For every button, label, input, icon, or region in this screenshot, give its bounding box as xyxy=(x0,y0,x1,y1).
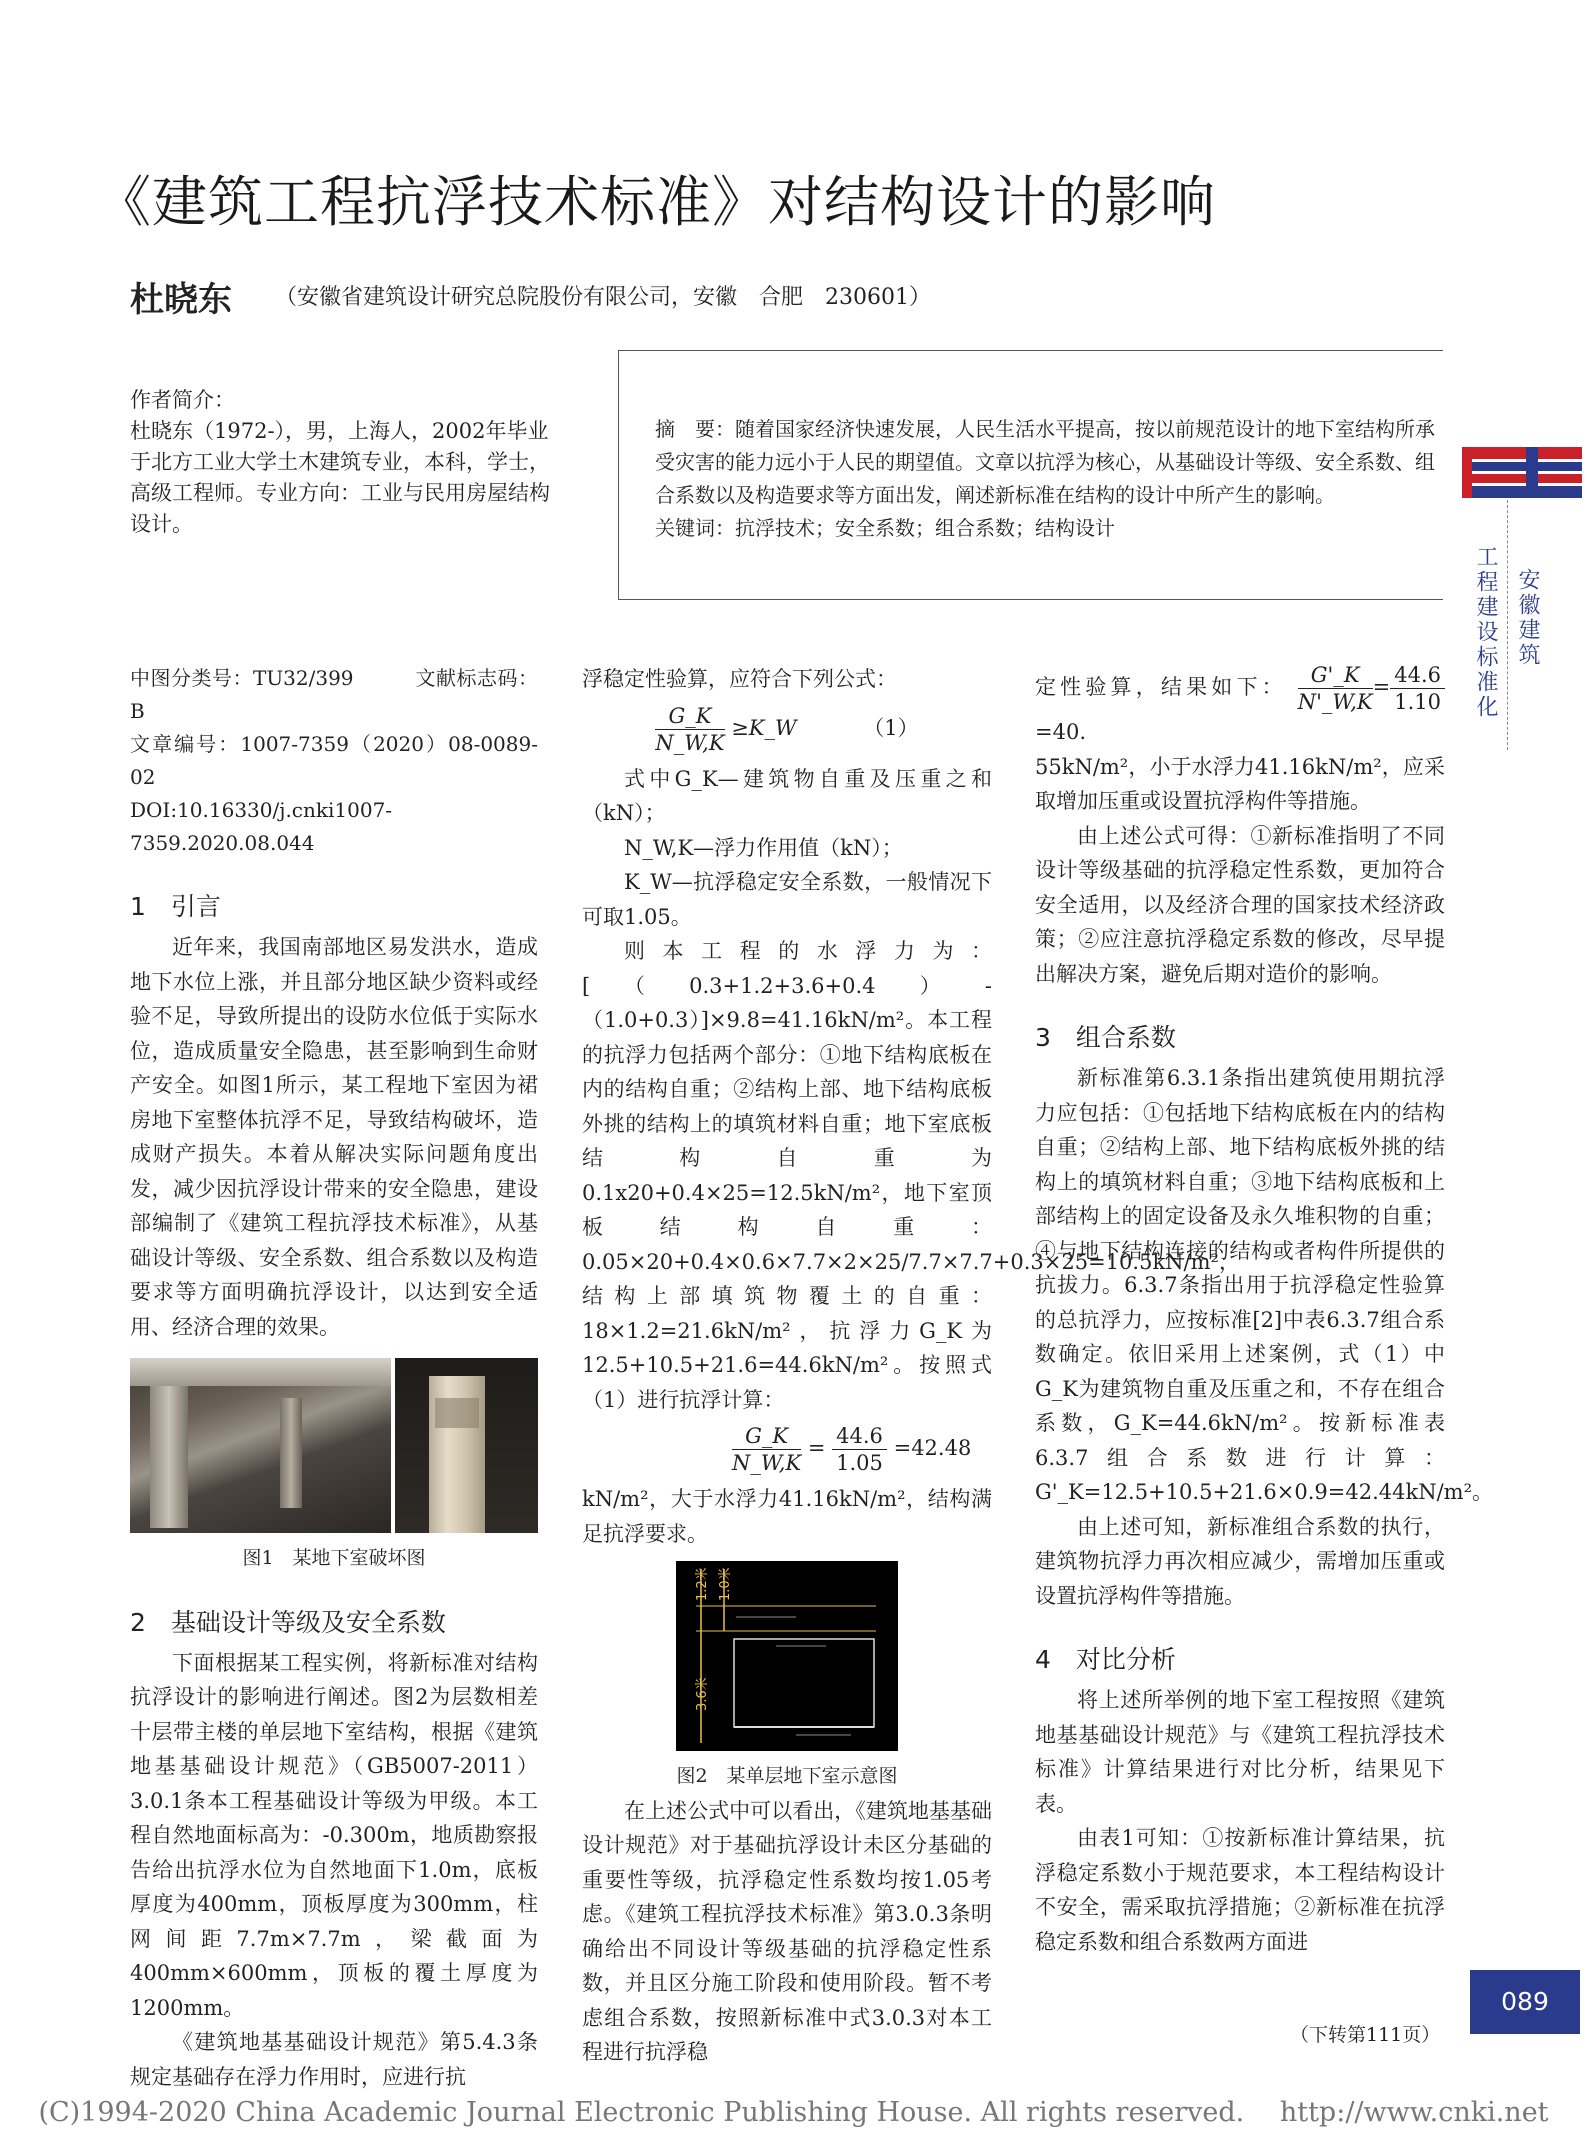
deco-block-red xyxy=(1462,447,1472,498)
side-label-line2: 安徽建筑 xyxy=(1515,568,1540,668)
section-heading-4: 4 对比分析 xyxy=(1035,1645,1176,1674)
fraction-denominator: N_W,K xyxy=(732,1451,802,1475)
formula-number: （1） xyxy=(863,715,919,740)
keywords-label: 关键词： xyxy=(655,516,735,540)
definition: 式中G_K—建筑物自重及压重之和（kN）； xyxy=(582,766,992,825)
figure-2-caption: 图2 某单层地下室示意图 xyxy=(676,1765,898,1787)
fraction-denominator: 1.10 xyxy=(1394,690,1441,714)
definition: N_W,K—浮力作用值（kN）； xyxy=(624,835,903,860)
fraction-numerator: G'_K xyxy=(1298,662,1373,689)
side-label-line1: 工程建设标准化 xyxy=(1473,545,1498,720)
page-number: 089 xyxy=(1470,1970,1580,2034)
basement-section-svg xyxy=(676,1561,898,1751)
dim-label-3: 3.6米 xyxy=(695,1677,710,1711)
dim-label-2: 1.0米 xyxy=(718,1567,733,1601)
author-affiliation: （安徽省建筑设计研究总院股份有限公司，安徽 合肥 230601） xyxy=(275,285,931,310)
dim-label-1: 1.2米 xyxy=(695,1567,710,1601)
paragraph: 下面根据某工程实例，将新标准对结构抗浮设计的影响进行阐述。图2为层数相差十层带主楼的单层地下室结构，根据《建筑地基基础设计规范》（GB5007-2011）3.0.1条本工程基础设计等级为甲级。本工程自然地面标高为：-0.300m，地质勘察报告给出抗浮水位为自然地面下1.0m，底板厚度为400mm，顶板厚度为300mm，柱网间距7.7m×7.7m，梁截面为400mm×600mm，顶板的覆土厚度为1200mm。 xyxy=(130,1650,538,2020)
fraction xyxy=(832,1423,887,1476)
column-1 xyxy=(130,662,538,2094)
continued-note: （下转第111页） xyxy=(1290,2024,1441,2046)
paragraph: 新标准第6.3.1条指出建筑使用期抗浮力应包括：①包括地下结构底板在内的结构自重；②结构上部、地下结构底板外挑的结构上的填筑材料自重；③地下结构底板和上部结构上的固定设备及永久堆积物的自重；④与地下结构连接的结构或者构件所提供的抗拔力。6.3.7条指出用于抗浮稳定性验算的总抗浮力，应按标准[2]中表6.3.7组合系数确定。依旧采用上述案例，式（1）中G_K为建筑物自重及压重之和，不存在组合系数，G_K=44.6kN/m²。按新标准表6.3.7组合系数进行计算：G'_K=12.5+10.5+21.6×0.9=42.44kN/m²。 xyxy=(1035,1066,1494,1504)
fraction xyxy=(655,703,724,756)
deco-bar-blue-1 xyxy=(1462,462,1582,471)
formula-rhs: =40. xyxy=(1035,720,1086,744)
meta-line-3: DOI:10.16330/j.cnki1007-7359.2020.08.044 xyxy=(130,798,393,855)
formula-3-line: 定性验算，结果如下： $\frac{G'\_K}{N'\_W,K}$ = $\frac{44.6}{1.10}$ =40. xyxy=(1035,662,1445,750)
column-3 xyxy=(1035,662,1494,1959)
paragraph-fragment: 定性验算，结果如下： xyxy=(1035,675,1287,699)
deco-bar-blue-2 xyxy=(1462,486,1582,498)
paragraph: 在上述公式中可以看出，《建筑地基基础设计规范》对于基础抗浮设计未区分基础的重要性等级，抗浮稳定性系数均按1.05考虑。《建筑工程抗浮技术标准》第3.0.3条明确给出不同设计等级基础的抗浮稳定性系数，并且区分施工阶段和使用阶段。暂不考虑组合系数，按照新标准中式3.0.3对本工程进行抗浮稳 xyxy=(582,1798,992,2064)
meta-line-1: 中图分类号：TU32/399 文献标志码：B xyxy=(130,666,538,723)
formula-2: $\frac{G\_K}{N\_W,K}$ = $\frac{44.6}{1.05}$ =42.48 xyxy=(732,1424,972,1475)
paragraph: 由上述可知，新标准组合系数的执行，建筑物抗浮力再次相应减少，需增加压重或设置抗浮构件等措施。 xyxy=(1035,1514,1445,1608)
figure-2-diagram xyxy=(676,1561,898,1751)
fraction-numerator: G_K xyxy=(655,703,724,730)
fraction xyxy=(1298,662,1373,715)
abstract-label: 摘 要： xyxy=(655,417,735,441)
fraction-denominator: N'_W,K xyxy=(1297,690,1373,714)
copyright-footer: (C)1994-2020 China Academic Journal Electronic Publishing House. All rights reserved. http://www.cnki.net xyxy=(38,2097,1549,2128)
formula-rhs: ≥K_W xyxy=(731,715,797,740)
meta-line-2: 文章编号：1007-7359（2020）08-0089-02 xyxy=(130,732,538,789)
author-name: 杜晓东 xyxy=(130,280,232,320)
deco-bar-red-1 xyxy=(1462,447,1582,459)
deco-block-blue xyxy=(1526,447,1538,498)
formula-1 xyxy=(582,703,992,756)
side-divider xyxy=(1507,500,1508,750)
paragraph: 由上述公式可得：①新标准指明了不同设计等级基础的抗浮稳定性系数，更加符合安全适用，以及经济合理的国家技术经济政策；②应注意抗浮稳定系数的修改，尽早提出解决方案，避免后期对造价的影响。 xyxy=(1035,823,1445,986)
abstract-text: 随着国家经济快速发展，人民生活水平提高，按以前规范设计的地下室结构所承受灾害的能力远小于人民的期望值。文章以抗浮为核心，从基础设计等级、安全系数、组合系数以及构造要求等方面出发，阐述新标准在结构的设计中所产生的影响。 xyxy=(655,417,1435,507)
figure-1 xyxy=(130,1358,538,1533)
fraction xyxy=(732,1423,801,1476)
photo-basement-right xyxy=(395,1358,538,1533)
fraction-numerator: 44.6 xyxy=(1390,662,1445,689)
paragraph: 则本工程的水浮力为：[（0.3+1.2+3.6+0.4）-（1.0+0.3）]×9.8=41.16kN/m²。本工程的抗浮力包括两个部分：①地下结构底板在内的结构自重；②结构上部、地下结构底板外挑的结构上的填筑材料自重；地下室底板结构自重为0.1x20+0.4×25=12.5kN/m²，地下室顶板结构自重：0.05×20+0.4×0.6×7.7×2×25/7.7×7.7+0.3×25=10.5kN/m²，结构上部填筑物覆土的自重：18×1.2=21.6kN/m²，抗浮力G_K为12.5+10.5+21.6=44.6kN/m²。按照式（1）进行抗浮计算： xyxy=(582,939,1240,1412)
fraction-denominator: 1.05 xyxy=(836,1451,883,1475)
paragraph: 近年来，我国南部地区易发洪水，造成地下水位上涨，并且部分地区缺少资料或经验不足，导致所提出的设防水位低于实际水位，造成质量安全隐患，甚至影响到生命财产安全。如图1所示，某工程地下室因为裙房地下室整体抗浮不足，导致结构破坏，造成财产损失。本着从解决实际问题角度出发，减少因抗浮设计带来的安全隐患，建设部编制了《建筑工程抗浮技术标准》，从基础设计等级、安全系数、组合系数以及构造要求等方面明确抗浮设计，以达到安全适用、经济合理的效果。 xyxy=(130,935,538,1339)
photo-basement-left xyxy=(130,1358,391,1533)
bio-text: 杜晓东（1972-），男，上海人，2002年毕业于北方工业大学土木建筑专业，本科，学士，高级工程师。专业方向：工业与民用房屋结构设计。 xyxy=(130,419,550,536)
fraction-denominator: N_W,K xyxy=(655,730,725,755)
section-heading-3: 3 组合系数 xyxy=(1035,1023,1176,1052)
section-heading-1: 1 引言 xyxy=(130,892,221,921)
fraction-numerator: 44.6 xyxy=(832,1423,887,1450)
definition: K_W—抗浮稳定安全系数，一般情况下可取1.05。 xyxy=(582,870,992,929)
abstract xyxy=(655,413,1443,545)
paragraph: 由表1可知：①按新标准计算结果，抗浮稳定系数小于规范要求，本工程结构设计不安全，需采取抗浮措施；②新标准在抗浮稳定系数和组合系数两方面进 xyxy=(1035,1826,1445,1954)
article-title: 《建筑工程抗浮技术标准》对结构设计的影响 xyxy=(96,170,1217,234)
paragraph: 55kN/m²，小于水浮力41.16kN/m²，应采取增加压重或设置抗浮构件等措施。 xyxy=(1035,754,1445,813)
paragraph: 浮稳定性验算，应符合下列公式： xyxy=(582,667,897,691)
figure-1-caption: 图1 某地下室破坏图 xyxy=(242,1547,426,1569)
deco-bar-red-2 xyxy=(1462,474,1582,483)
paragraph: 《建筑地基基础设计规范》第5.4.3条规定基础存在浮力作用时，应进行抗 xyxy=(130,2030,538,2089)
paragraph: 将上述所举例的地下室工程按照《建筑地基基础设计规范》与《建筑工程抗浮技术标准》计算结果进行对比分析，结果见下表。 xyxy=(1035,1688,1445,1816)
author-bio xyxy=(130,385,550,540)
keywords-text: 抗浮技术；安全系数；组合系数；结构设计 xyxy=(735,516,1115,540)
formula-rhs: =42.48 xyxy=(893,1436,972,1460)
paragraph: kN/m²，大于水浮力41.16kN/m²，结构满足抗浮要求。 xyxy=(582,1487,992,1546)
fraction xyxy=(1390,662,1445,715)
fraction-numerator: G_K xyxy=(732,1423,801,1450)
bio-heading: 作者简介： xyxy=(130,388,235,412)
section-heading-2: 2 基础设计等级及安全系数 xyxy=(130,1607,446,1637)
